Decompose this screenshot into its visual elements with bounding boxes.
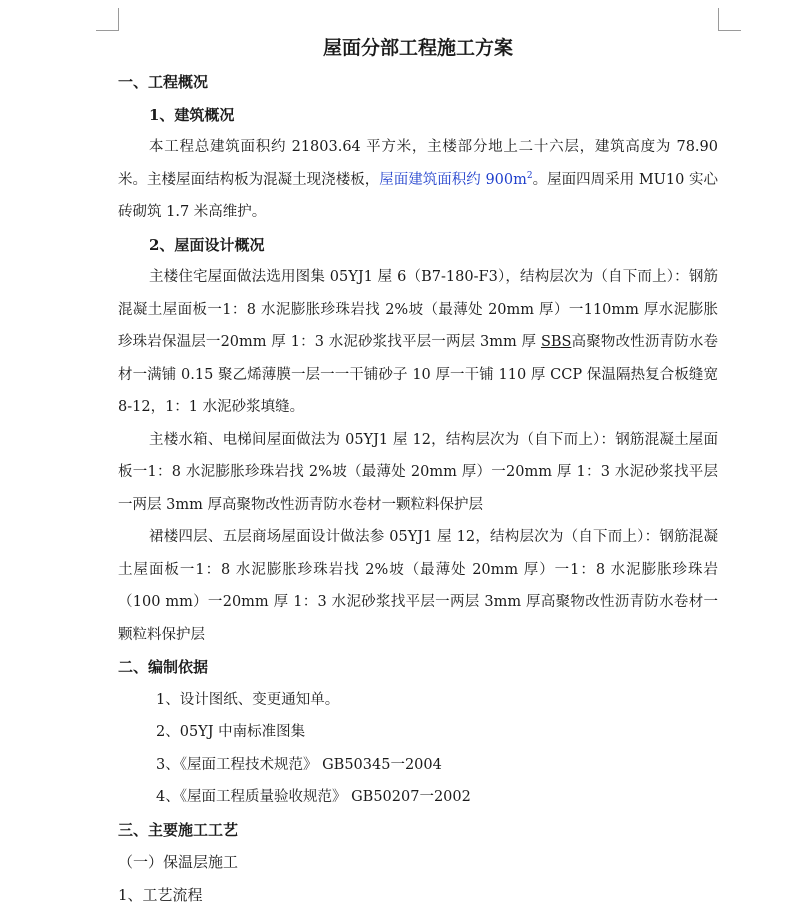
document-page: [118, 30, 718, 911]
subheading-building-overview: 1、建筑概况: [118, 99, 718, 132]
subheading-roof-design: 2、屋面设计概况: [118, 229, 718, 262]
list-item: 1、设计图纸、变更通知单。: [118, 684, 718, 717]
paragraph-building-overview: [118, 131, 718, 229]
section-heading-process: 三、主要施工工艺: [118, 814, 718, 847]
document-title: 屋面分部工程施工方案: [118, 30, 718, 66]
paragraph-podium-roof: 裙楼四层、五层商场屋面设计做法参 05YJ1 屋 12，结构层次为（自下而上）：钢筋混凝土屋面板一1：8 水泥膨胀珍珠岩找 2%坡（最薄处 20mm 厚）一1：8 水泥膨胀珍珠岩（100 mm）一20mm 厚 1：3 水泥砂浆找平层一两层 3mm 厚高聚物改性沥青防水卷材一颗粒料保护层: [118, 521, 718, 651]
highlighted-text-run: [379, 172, 532, 188]
page-corner-mark-left: [96, 8, 119, 31]
list-item: 2、05YJ 中南标准图集: [118, 716, 718, 749]
underlined-text-run: SBS: [541, 334, 572, 350]
text-run: 高聚物改性沥青防水卷材一满铺 0.15 聚乙烯薄膜一层一一干铺砂子 10 厚一干铺 110 厚 CCP 保温隔热复合板缝宽 8-12，1：1 水泥砂浆填缝。: [118, 334, 718, 415]
paragraph-main-roof: [118, 261, 718, 424]
paragraph-tank-roof: 主楼水箱、电梯间屋面做法为 05YJ1 屋 12，结构层次为（自下而上）：钢筋混凝土屋面板一1：8 水泥膨胀珍珠岩找 2%坡（最薄处 20mm 厚）一20mm 厚 1：3 水泥砂浆找平层一两层 3mm 厚高聚物改性沥青防水卷材一颗粒料保护层: [118, 424, 718, 522]
list-item: 4、《屋面工程质量验收规范》 GB50207一2002: [118, 781, 718, 814]
list-item: 3、《屋面工程技术规范》 GB50345一2004: [118, 749, 718, 782]
text-run: 屋面建筑面积约 900m: [379, 172, 527, 188]
text-run: 本工程总建筑面积约 21803.64 平方米，主楼部分地上二十六层，建筑高度为 78.90 米。主楼屋面结构板为混凝土现浇楼板，: [118, 139, 718, 188]
section-heading-overview: 一、工程概况: [118, 66, 718, 99]
text-run: 主楼住宅屋面做法选用图集 05YJ1 屋 6（B7-180-F3），结构层次为（自下而上）：钢筋混凝土屋面板一1：8 水泥膨胀珍珠岩找 2%坡（最薄处 20mm 厚）一110mm 厚水泥膨胀珍珠岩保温层一20mm 厚 1：3 水泥砂浆找平层一两层 3mm 厚: [118, 269, 718, 350]
subheading-process-flow: 1、工艺流程: [118, 879, 718, 911]
subheading-insulation: （一）保温层施工: [118, 846, 718, 879]
text-run: 。屋面四周采用 MU10 实心砖砌筑 1.7 米高维护。: [118, 172, 718, 221]
superscript: 2: [527, 171, 533, 181]
section-heading-basis: 二、编制依据: [118, 651, 718, 684]
page-corner-mark-right: [718, 8, 741, 31]
